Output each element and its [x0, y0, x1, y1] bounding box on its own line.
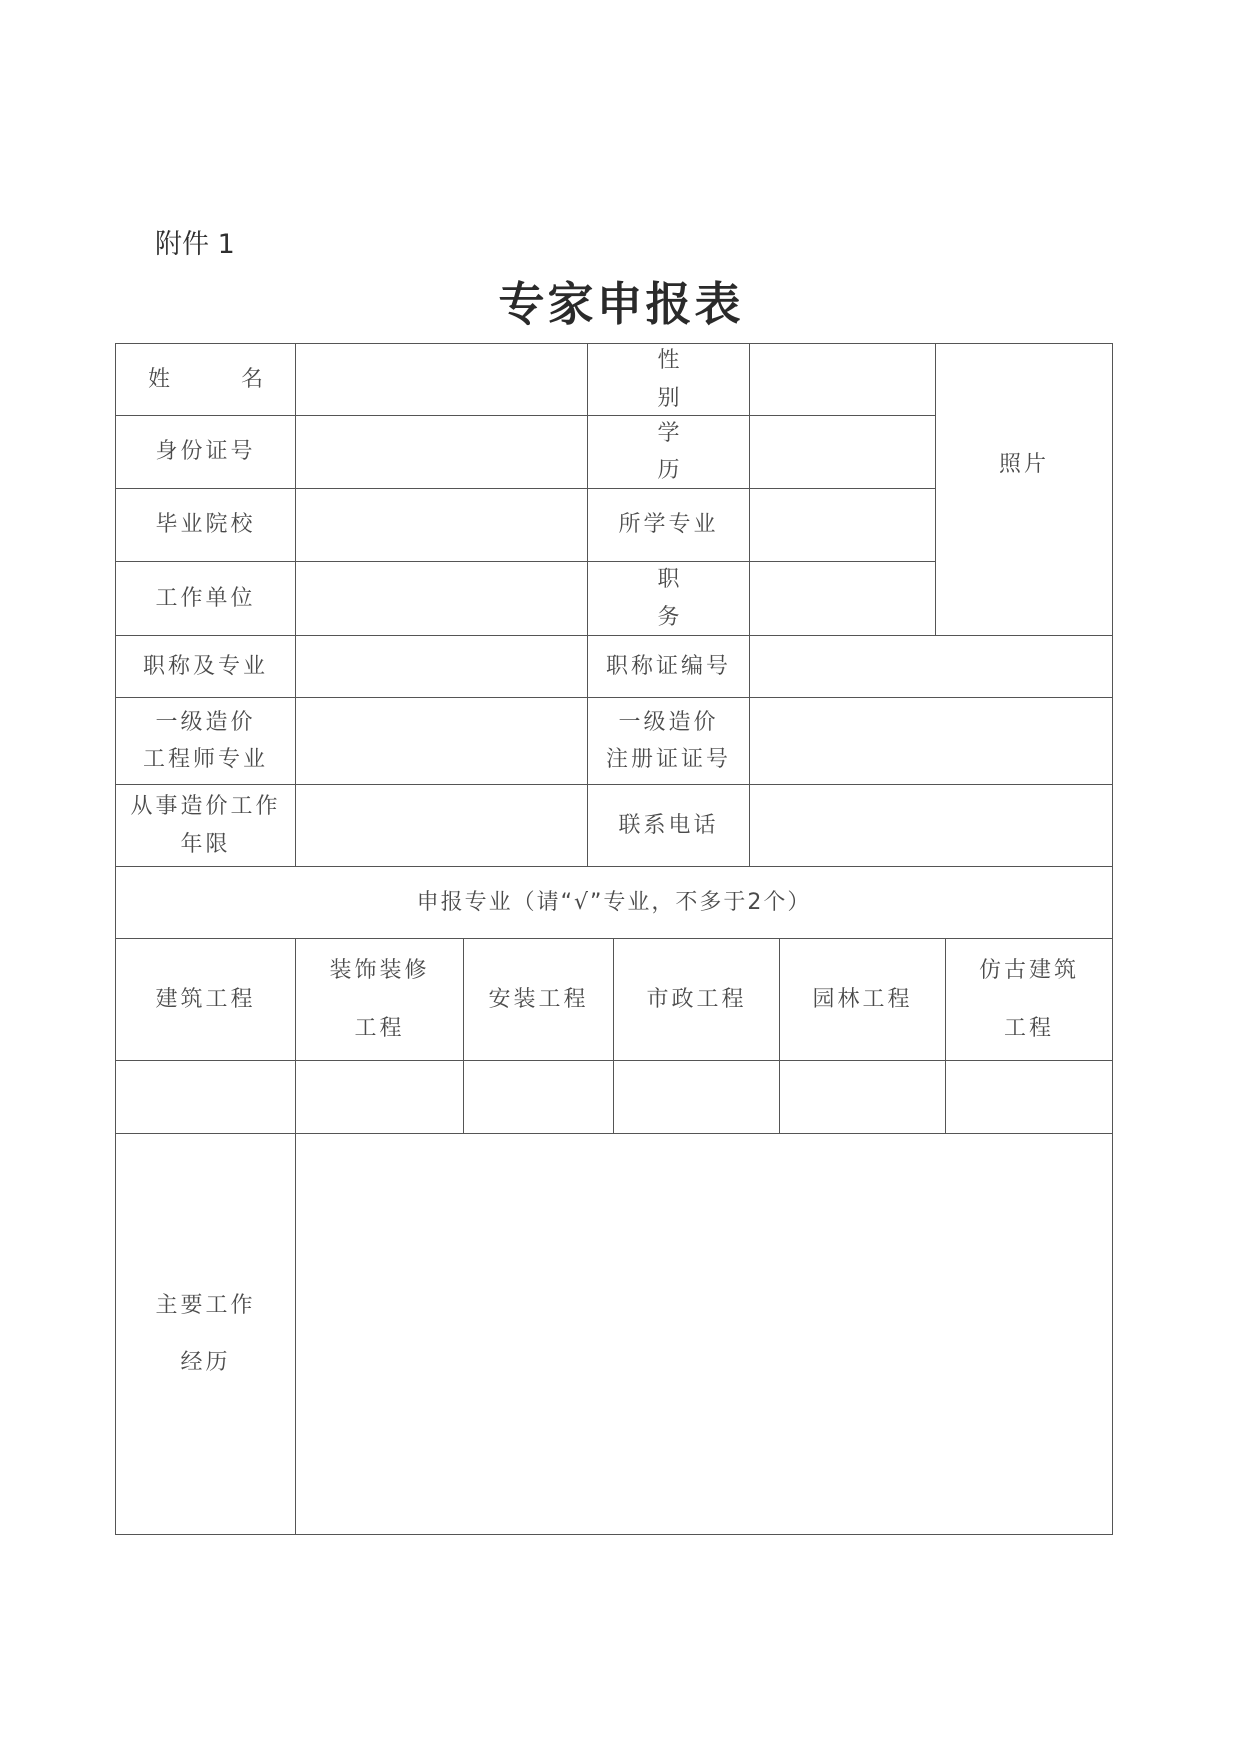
photo-label: 照片 [998, 451, 1049, 477]
cost-reg-label-line2: 注册证证号 [605, 747, 731, 772]
specialty-label-decoration [296, 939, 464, 1061]
specialty-check-decoration[interactable] [296, 1061, 464, 1134]
title-cert-input[interactable] [750, 636, 1112, 698]
specialty-check-antique[interactable] [946, 1061, 1112, 1134]
specialty-label-line1: 安装工程 [488, 986, 589, 1012]
specialty-label-line2: 工程 [354, 1015, 405, 1041]
specialty-label-municipal [614, 939, 780, 1061]
specialty-label-line1: 装饰装修 [329, 958, 430, 984]
cost-engineer-major-label [116, 698, 296, 785]
specialty-label-line1: 园林工程 [812, 986, 913, 1012]
gender-label: 性 别 [588, 344, 750, 416]
specialty-check-installation[interactable] [464, 1061, 614, 1134]
specialty-check-municipal[interactable] [614, 1061, 780, 1134]
specialty-label-landscape [780, 939, 946, 1061]
title-major-input[interactable] [296, 636, 588, 698]
id-label: 身份证号 [116, 416, 296, 489]
employer-input[interactable] [296, 562, 588, 636]
cost-reg-label-line1: 一级造价 [618, 709, 719, 735]
specialty-label-building [116, 939, 296, 1061]
education-input[interactable] [750, 416, 936, 489]
cost-engineer-major-label-line2: 工程师专业 [142, 747, 268, 772]
major-label: 所学专业 [588, 489, 750, 562]
cost-reg-input[interactable] [750, 698, 1112, 785]
experience-input[interactable] [296, 1134, 1112, 1534]
position-input[interactable] [750, 562, 936, 636]
years-label-line2: 年限 [180, 831, 231, 857]
specialty-label-line1: 建筑工程 [155, 986, 256, 1012]
form-title: 专家申报表 [498, 277, 744, 331]
major-input[interactable] [750, 489, 936, 562]
years-label [116, 785, 296, 867]
phone-input[interactable] [750, 785, 1112, 867]
title-major-label: 职称及专业 [116, 636, 296, 698]
specialty-label-antique [946, 939, 1112, 1061]
expert-application-form [115, 343, 1113, 1535]
experience-label-line1: 主要工作 [155, 1292, 256, 1318]
experience-label-line2: 经历 [180, 1350, 231, 1375]
specialty-label-line1: 仿古建筑 [978, 958, 1079, 984]
attachment-label: 附件 1 [155, 229, 235, 260]
cost-engineer-major-input[interactable] [296, 698, 588, 785]
school-input[interactable] [296, 489, 588, 562]
years-label-line1: 从事造价工作 [130, 794, 281, 820]
school-label: 毕业院校 [116, 489, 296, 562]
gender-input[interactable] [750, 344, 936, 416]
specialty-label-installation [464, 939, 614, 1061]
employer-label: 工作单位 [116, 562, 296, 636]
position-label: 职 务 [588, 562, 750, 636]
specialty-check-building[interactable] [116, 1061, 296, 1134]
years-input[interactable] [296, 785, 588, 867]
cost-engineer-major-label-line1: 一级造价 [155, 709, 256, 735]
photo-area[interactable] [936, 344, 1112, 636]
phone-label: 联系电话 [588, 785, 750, 867]
specialty-check-landscape[interactable] [780, 1061, 946, 1134]
name-label: 姓 名 [116, 344, 296, 416]
name-input[interactable] [296, 344, 588, 416]
specialty-header: 申报专业（请“√”专业，不多于2个） [116, 867, 1112, 939]
title-cert-label: 职称证编号 [588, 636, 750, 698]
specialty-label-line1: 市政工程 [646, 986, 747, 1012]
experience-label [116, 1134, 296, 1534]
education-label: 学 历 [588, 416, 750, 489]
cost-reg-label [588, 698, 750, 785]
id-input[interactable] [296, 416, 588, 489]
specialty-label-line2: 工程 [1003, 1015, 1054, 1041]
